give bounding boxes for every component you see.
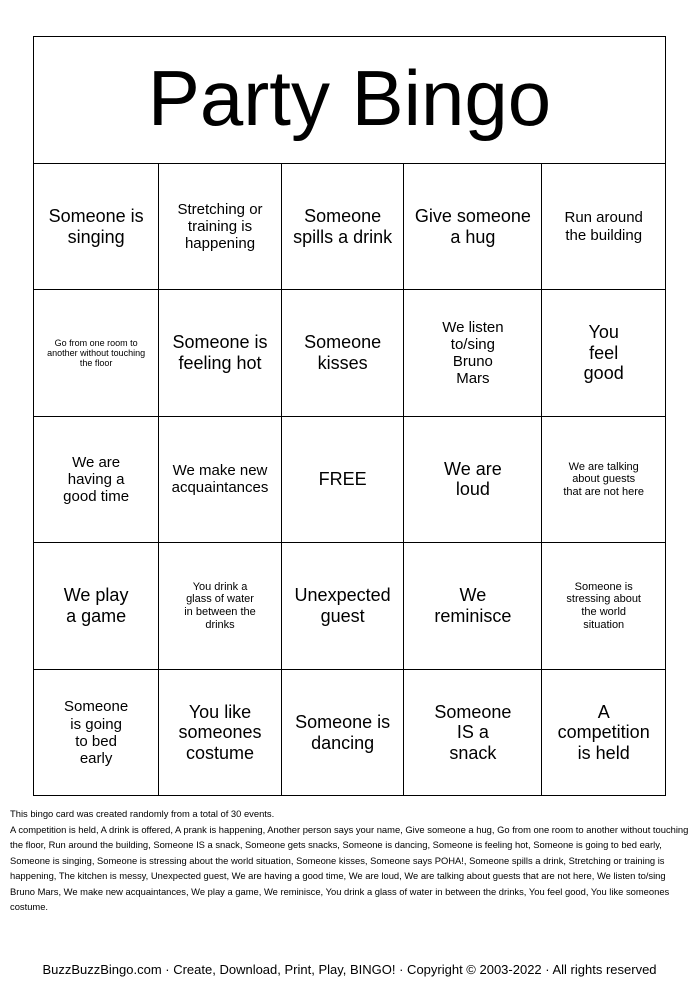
bingo-cell: We make new acquaintances	[159, 417, 282, 543]
card-title: Party Bingo	[34, 37, 665, 164]
bingo-cell: Go from one room to another without touching the floor	[34, 290, 159, 416]
bingo-cell: Someone is dancing	[282, 670, 405, 796]
bingo-card	[33, 36, 666, 796]
bingo-cell: Someone is going to bed early	[34, 670, 159, 796]
footer: BuzzBuzzBingo.com · Create, Download, Print, Play, BINGO! · Copyright © 2003-2022 · All rights reserved	[42, 962, 657, 977]
bingo-cell: Someone spills a drink	[282, 164, 405, 290]
bingo-cell: We reminisce	[404, 543, 542, 669]
bingo-cell: We are loud	[404, 417, 542, 543]
card-info	[10, 806, 690, 915]
info-event-list: A competition is held, A drink is offered, A prank is happening, Another person says your name, Give someone a hug, Go from one room to another without touching the floor, Run around the building, Someone IS a snack, Someone gets snacks, Someone is dancing, Someone is feeling hot, Someone is going to bed early, Someone is singing, Someone is stressing about the world situation, Someone kisses, Someone says POHA!, Someone spills a drink, Stretching or training is happening, The kitchen is messy, Unexpected guest, We are having a good time, We are loud, We are talking about guests that are not here, We listen to/sing Bruno Mars, We make new acquaintances, We play a game, We reminisce, You drink a glass of water in between the drinks, You feel good, You like someones costume.	[10, 823, 689, 912]
bingo-cell: Run around the building	[542, 164, 665, 290]
bingo-cell: Someone is feeling hot	[159, 290, 282, 416]
bingo-cell: You drink a glass of water in between the drinks	[159, 543, 282, 669]
bingo-cell: You like someones costume	[159, 670, 282, 796]
bingo-cell: We play a game	[34, 543, 159, 669]
bingo-cell: We are talking about guests that are not here	[542, 417, 665, 543]
bingo-cell: Stretching or training is happening	[159, 164, 282, 290]
bingo-cell: We listen to/sing Bruno Mars	[404, 290, 542, 416]
bingo-cell: Someone is stressing about the world situation	[542, 543, 665, 669]
bingo-cell: A competition is held	[557, 701, 650, 764]
bingo-cell: We are having a good time	[34, 417, 159, 543]
bingo-cell: Someone is singing	[34, 164, 159, 290]
bingo-cell: Give someone a hug	[404, 164, 542, 290]
info-summary: This bingo card was created randomly from a total of 30 events.	[10, 808, 275, 819]
bingo-grid	[34, 164, 665, 796]
free-cell: FREE	[282, 417, 405, 543]
bingo-cell: Someone IS a snack	[404, 670, 542, 796]
bingo-cell: Someone kisses	[282, 290, 405, 416]
bingo-cell: You feel good	[542, 290, 665, 416]
bingo-cell: Unexpected guest	[282, 543, 405, 669]
